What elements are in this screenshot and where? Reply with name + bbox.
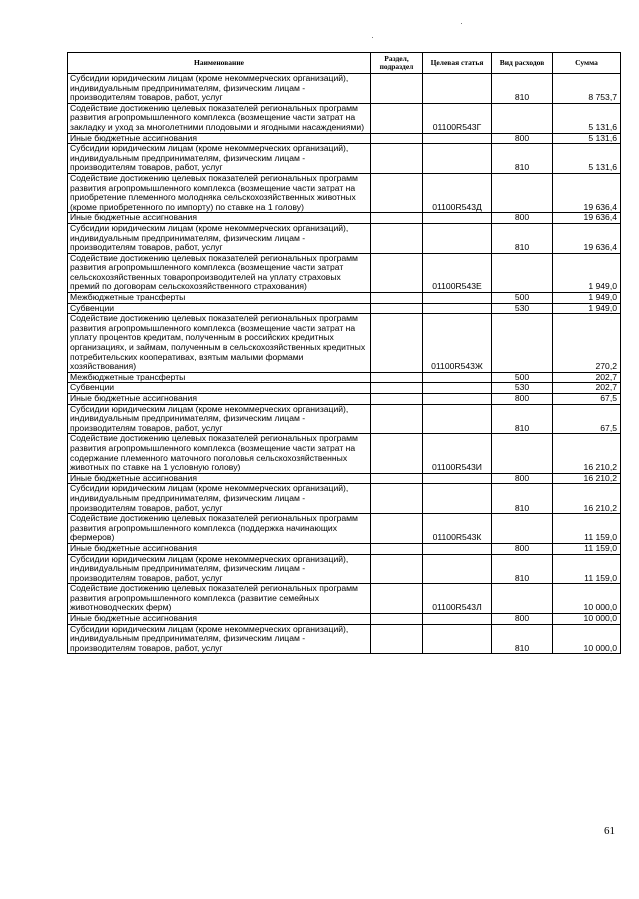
table-row — [68, 314, 621, 373]
row-name-cell: Субсидии юридическим лицам (кроме некоммерческих организаций), индивидуальным предпринимателям, физическим лицам - производителям товаров, работ, услуг — [68, 144, 371, 174]
row-vid-cell: 800 — [492, 543, 553, 554]
row-celevaya-cell — [423, 484, 492, 514]
row-razdel-cell — [371, 372, 423, 383]
row-summa-cell: 1 949,0 — [553, 293, 621, 304]
table-row — [68, 434, 621, 473]
row-name-cell: Межбюджетные трансферты — [68, 372, 371, 383]
row-summa-cell: 5 131,6 — [553, 103, 621, 133]
table-row — [68, 584, 621, 614]
row-summa-cell: 5 131,6 — [553, 133, 621, 144]
page-number: 61 — [604, 825, 615, 837]
table-row — [68, 144, 621, 174]
row-name-cell: Содействие достижению целевых показателей региональных программ развития агропромышленного комплекса (возмещение части затрат сельскохозяйственных товаропроизводителей на уплату страховых премий по договорам сельскохозяйственного страхования) — [68, 253, 371, 292]
table-row — [68, 372, 621, 383]
table-row — [68, 173, 621, 212]
row-razdel-cell — [371, 554, 423, 584]
row-summa-cell: 10 000,0 — [553, 584, 621, 614]
row-name-cell: Иные бюджетные ассигнования — [68, 394, 371, 405]
row-summa-cell: 8 753,7 — [553, 74, 621, 104]
row-celevaya-cell — [423, 543, 492, 554]
row-razdel-cell — [371, 484, 423, 514]
row-name-cell: Иные бюджетные ассигнования — [68, 543, 371, 554]
row-name-cell: Содействие достижению целевых показателей региональных программ развития агропромышленного комплекса (возмещение части затрат на содержание племенного маточного поголовья сельскохозяйственных животных по ставке на 1 условную голову) — [68, 434, 371, 473]
row-vid-cell: 800 — [492, 614, 553, 625]
header-name: Наименование — [68, 53, 371, 74]
table-row — [68, 293, 621, 304]
table-body — [68, 74, 621, 654]
row-name-cell: Содействие достижению целевых показателей региональных программ развития агропромышленного комплекса (возмещение части затрат на уплату процентов кредитам, полученным в российских кредитных организациях, и займам, полученным в сельскохозяйственных кредитных потребительских кооперативах, взятым малыми формами хозяйствования) — [68, 314, 371, 373]
row-vid-cell: 800 — [492, 213, 553, 224]
table-row — [68, 514, 621, 544]
row-summa-cell: 10 000,0 — [553, 624, 621, 654]
row-celevaya-cell — [423, 133, 492, 144]
row-razdel-cell — [371, 303, 423, 314]
row-vid-cell: 810 — [492, 404, 553, 434]
row-celevaya-cell — [423, 223, 492, 253]
row-razdel-cell — [371, 624, 423, 654]
row-name-cell: Субсидии юридическим лицам (кроме некоммерческих организаций), индивидуальным предпринимателям, физическим лицам - производителям товаров, работ, услуг — [68, 74, 371, 104]
row-name-cell: Межбюджетные трансферты — [68, 293, 371, 304]
row-celevaya-cell — [423, 293, 492, 304]
row-summa-cell: 19 636,4 — [553, 173, 621, 212]
row-celevaya-cell — [423, 144, 492, 174]
row-name-cell: Субсидии юридическим лицам (кроме некоммерческих организаций), индивидуальным предпринимателям, физическим лицам - производителям товаров, работ, услуг — [68, 554, 371, 584]
row-celevaya-cell: 01100R543Е — [423, 253, 492, 292]
row-razdel-cell — [371, 144, 423, 174]
row-summa-cell: 202,7 — [553, 372, 621, 383]
row-name-cell: Субсидии юридическим лицам (кроме некоммерческих организаций), индивидуальным предпринимателям, физическим лицам - производителям товаров, работ, услуг — [68, 484, 371, 514]
row-celevaya-cell: 01100R543Л — [423, 584, 492, 614]
row-summa-cell: 16 210,2 — [553, 484, 621, 514]
row-celevaya-cell — [423, 473, 492, 484]
row-vid-cell — [492, 434, 553, 473]
row-razdel-cell — [371, 383, 423, 394]
table-row — [68, 404, 621, 434]
row-vid-cell — [492, 253, 553, 292]
row-name-cell: Иные бюджетные ассигнования — [68, 614, 371, 625]
header-vid: Вид расходов — [492, 53, 553, 74]
row-razdel-cell — [371, 74, 423, 104]
row-vid-cell: 810 — [492, 554, 553, 584]
row-razdel-cell — [371, 434, 423, 473]
row-celevaya-cell — [423, 303, 492, 314]
table-row — [68, 213, 621, 224]
row-razdel-cell — [371, 133, 423, 144]
header-razdel: Раздел, подраздел — [371, 53, 423, 74]
row-name-cell: Иные бюджетные ассигнования — [68, 213, 371, 224]
row-summa-cell: 11 159,0 — [553, 543, 621, 554]
table-row — [68, 484, 621, 514]
row-vid-cell — [492, 514, 553, 544]
row-name-cell: Субсидии юридическим лицам (кроме некоммерческих организаций), индивидуальным предпринимателям, физическим лицам - производителям товаров, работ, услуг — [68, 624, 371, 654]
row-razdel-cell — [371, 584, 423, 614]
row-vid-cell: 800 — [492, 394, 553, 405]
row-vid-cell — [492, 173, 553, 212]
row-vid-cell: 810 — [492, 223, 553, 253]
row-celevaya-cell: 01100R543Г — [423, 103, 492, 133]
row-celevaya-cell — [423, 383, 492, 394]
row-celevaya-cell — [423, 394, 492, 405]
row-vid-cell — [492, 103, 553, 133]
row-summa-cell: 1 949,0 — [553, 253, 621, 292]
row-summa-cell: 16 210,2 — [553, 434, 621, 473]
header-row — [68, 53, 621, 74]
table-row — [68, 223, 621, 253]
row-summa-cell: 11 159,0 — [553, 554, 621, 584]
row-summa-cell: 5 131,6 — [553, 144, 621, 174]
row-razdel-cell — [371, 614, 423, 625]
row-razdel-cell — [371, 223, 423, 253]
row-celevaya-cell — [423, 213, 492, 224]
row-name-cell: Иные бюджетные ассигнования — [68, 473, 371, 484]
row-summa-cell: 1 949,0 — [553, 303, 621, 314]
table-row — [68, 554, 621, 584]
row-vid-cell — [492, 314, 553, 373]
scan-speck — [372, 37, 373, 38]
table-row — [68, 543, 621, 554]
row-vid-cell — [492, 584, 553, 614]
table-row — [68, 103, 621, 133]
row-vid-cell: 810 — [492, 624, 553, 654]
row-summa-cell: 11 159,0 — [553, 514, 621, 544]
row-vid-cell: 500 — [492, 293, 553, 304]
row-celevaya-cell — [423, 404, 492, 434]
row-summa-cell: 202,7 — [553, 383, 621, 394]
row-razdel-cell — [371, 394, 423, 405]
row-vid-cell: 810 — [492, 484, 553, 514]
row-razdel-cell — [371, 543, 423, 554]
row-celevaya-cell — [423, 624, 492, 654]
scan-speck — [461, 23, 462, 24]
table-row — [68, 253, 621, 292]
budget-table — [67, 52, 621, 654]
row-summa-cell: 10 000,0 — [553, 614, 621, 625]
row-celevaya-cell: 01100R543К — [423, 514, 492, 544]
row-celevaya-cell: 01100R543Д — [423, 173, 492, 212]
table-row — [68, 383, 621, 394]
row-name-cell: Содействие достижению целевых показателей региональных программ развития агропромышленного комплекса (возмещение части затрат на закладку и уход за многолетними плодовыми и ягодными насаждениями) — [68, 103, 371, 133]
row-razdel-cell — [371, 253, 423, 292]
row-razdel-cell — [371, 103, 423, 133]
row-celevaya-cell — [423, 74, 492, 104]
row-name-cell: Иные бюджетные ассигнования — [68, 133, 371, 144]
row-razdel-cell — [371, 293, 423, 304]
row-summa-cell: 19 636,4 — [553, 223, 621, 253]
row-name-cell: Субвенции — [68, 303, 371, 314]
row-vid-cell: 800 — [492, 473, 553, 484]
row-razdel-cell — [371, 404, 423, 434]
row-celevaya-cell — [423, 614, 492, 625]
header-summa: Сумма — [553, 53, 621, 74]
table-row — [68, 394, 621, 405]
table-row — [68, 74, 621, 104]
row-razdel-cell — [371, 473, 423, 484]
row-name-cell: Субвенции — [68, 383, 371, 394]
header-celevaya: Целевая статья — [423, 53, 492, 74]
row-vid-cell: 810 — [492, 74, 553, 104]
row-vid-cell: 500 — [492, 372, 553, 383]
row-razdel-cell — [371, 314, 423, 373]
table-header — [68, 53, 621, 74]
table-row — [68, 473, 621, 484]
table-row — [68, 133, 621, 144]
row-razdel-cell — [371, 213, 423, 224]
row-name-cell: Содействие достижению целевых показателей региональных программ развития агропромышленного комплекса (возмещение части затрат на приобретение племенного молодняка сельскохозяйственных животных (кроме приобретенного по импорту) по ставке на 1 голову) — [68, 173, 371, 212]
row-vid-cell: 800 — [492, 133, 553, 144]
row-celevaya-cell — [423, 372, 492, 383]
row-name-cell: Субсидии юридическим лицам (кроме некоммерческих организаций), индивидуальным предпринимателям, физическим лицам - производителям товаров, работ, услуг — [68, 223, 371, 253]
row-summa-cell: 67,5 — [553, 394, 621, 405]
row-razdel-cell — [371, 514, 423, 544]
table-row — [68, 303, 621, 314]
row-name-cell: Субсидии юридическим лицам (кроме некоммерческих организаций), индивидуальным предпринимателям, физическим лицам - производителям товаров, работ, услуг — [68, 404, 371, 434]
table-row — [68, 614, 621, 625]
row-name-cell: Содействие достижению целевых показателей региональных программ развития агропромышленного комплекса (поддержка начинающих фермеров) — [68, 514, 371, 544]
row-celevaya-cell: 01100R543Ж — [423, 314, 492, 373]
row-vid-cell: 530 — [492, 303, 553, 314]
row-summa-cell: 270,2 — [553, 314, 621, 373]
row-vid-cell: 530 — [492, 383, 553, 394]
row-summa-cell: 19 636,4 — [553, 213, 621, 224]
row-name-cell: Содействие достижению целевых показателей региональных программ развития агропромышленного комплекса (развитие семейных животноводческих ферм) — [68, 584, 371, 614]
row-vid-cell: 810 — [492, 144, 553, 174]
row-razdel-cell — [371, 173, 423, 212]
row-celevaya-cell — [423, 554, 492, 584]
table-row — [68, 624, 621, 654]
row-summa-cell: 16 210,2 — [553, 473, 621, 484]
row-summa-cell: 67,5 — [553, 404, 621, 434]
row-celevaya-cell: 01100R543И — [423, 434, 492, 473]
